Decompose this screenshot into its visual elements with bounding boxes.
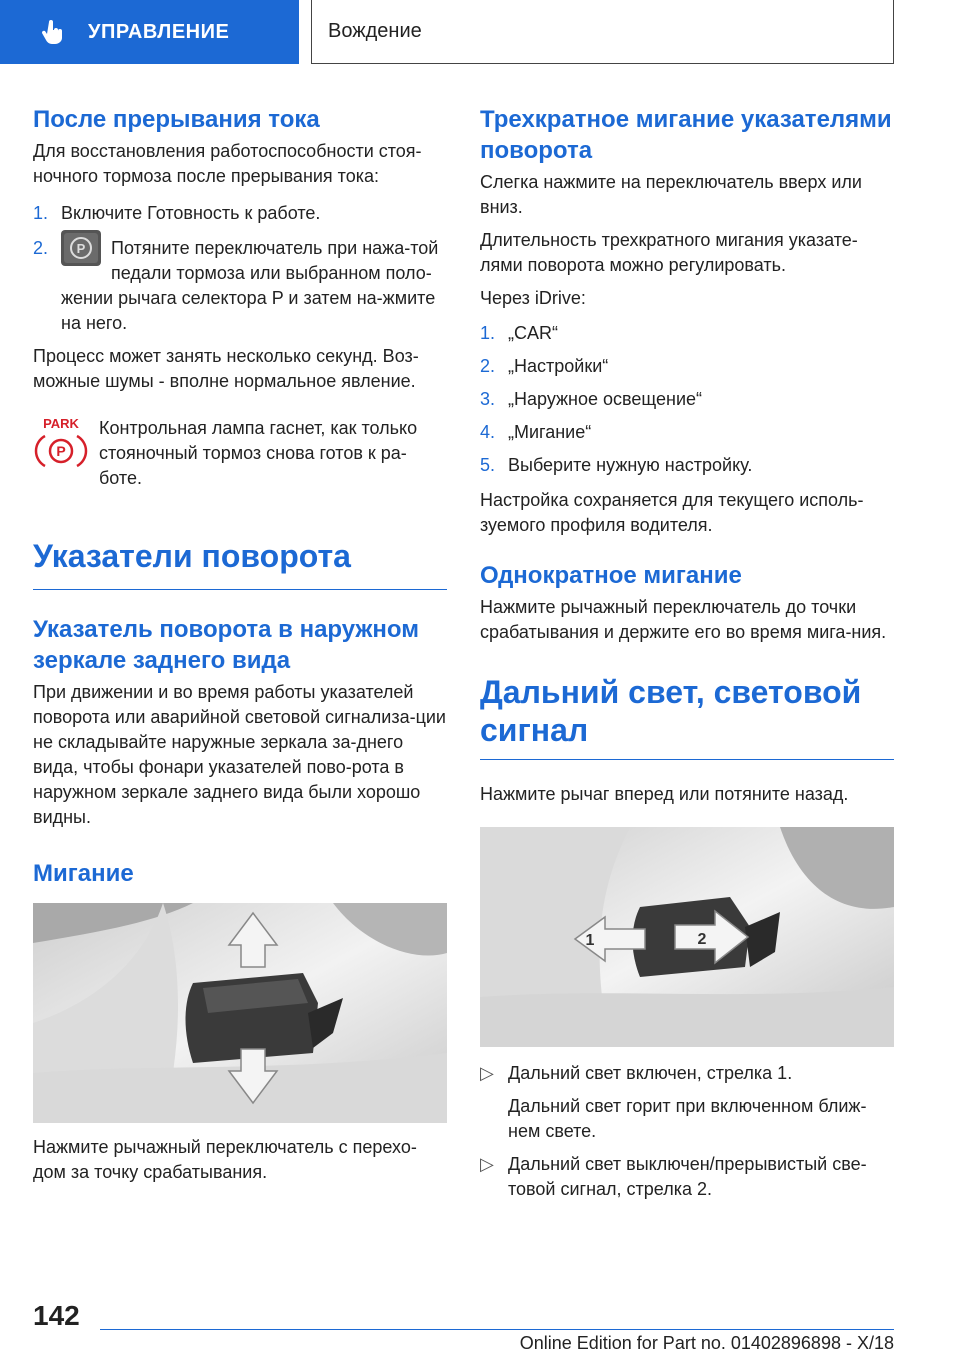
triple-flash-text-1: Слегка нажмите на переключатель вверх или вниз. [480,172,862,217]
bullet-heading: Дальний свет включен, стрелка 1. [508,1063,793,1083]
turn-signal-lever-photo [33,903,447,1123]
park-warning-lamp-icon [33,414,89,474]
high-beam-bullets [480,1061,894,1202]
header-chapter-box [311,0,894,64]
list-item [480,453,894,478]
step-item [33,201,447,226]
indicator-info-text: Контрольная лампа гаснет, как только стояночный тормоз снова готов к ра-боте. [99,418,418,488]
single-flash-heading: Однократное мигание [480,562,742,589]
lever-up-down-illustration [33,903,447,1123]
step-text: „CAR“ [508,323,558,343]
step-number: 4. [480,422,496,442]
bullet-heading: Дальний свет выключен/прерывистый све-товой сигнал, стрелка 2. [508,1154,867,1199]
hand-pointer-icon [40,19,66,45]
footer-edition: Online Edition for Part no. 01402896898 - X/18 [519,1333,894,1353]
list-item [480,1061,894,1144]
bullet-subtext: Дальний свет горит при включенном ближ-нем свете. [508,1096,867,1141]
high-beam-lever-photo [480,827,894,1047]
park-lamp-label: PARK [43,416,79,431]
step-number: 3. [480,389,496,409]
high-beam-text: Нажмите рычаг вперед или потяните назад. [480,784,849,804]
lever-forward-back-illustration [480,827,894,1047]
list-item [480,1152,894,1202]
power-interruption-intro: Для восстановления работоспособности стоя-ночного тормоза после прерывания тока: [33,141,422,186]
right-column [480,104,894,1202]
left-column [33,104,447,1185]
page-number: 142 [33,1300,80,1331]
single-flash-text: Нажмите рычажный переключатель до точки срабатывания и держите его во время мига-ния. [480,597,887,642]
step-number: 2. [480,356,496,376]
list-item [480,420,894,445]
flashing-heading: Мигание [33,860,134,887]
process-note: Процесс может занять несколько секунд. Воз-можные шумы - вполне нормальное явление. [33,346,419,391]
arrow-label-2: 2 [697,931,707,948]
section-divider [480,759,894,760]
step-text: „Настройки“ [508,356,609,376]
section-divider [33,589,447,590]
step-number: 1. [480,323,496,343]
flashing-caption: Нажмите рычажный переключатель с перехо-дом за точку срабатывания. [33,1137,417,1182]
step-number: 5. [480,455,496,475]
parking-brake-switch-icon [61,230,101,266]
park-lamp-symbol: P [56,443,66,459]
list-item [480,387,894,412]
arrow-label-1: 1 [585,932,595,949]
turn-signals-heading: Указатели поворота [33,538,351,574]
step-text: „Мигание“ [508,422,592,442]
header-section-tab [0,0,299,64]
step-text: „Наружное освещение“ [508,389,703,409]
step-number: 1. [33,203,49,223]
header-chapter-label: Вождение [328,20,422,42]
step-text: Включите Готовность к работе. [61,203,321,223]
mirror-indicator-heading: Указатель поворота в наружном зеркале заднего вида [33,616,420,674]
triple-flash-text-3: Через iDrive: [480,288,586,308]
idrive-steps-list [480,321,894,478]
step-text: Потяните переключатель при нажа-той педали тормоза или выбранном поло-жении рычага селектора P и затем на-жмите на него. [61,238,439,333]
list-item [480,321,894,346]
high-beam-heading: Дальний свет, световой сигнал [480,674,862,748]
triple-flash-text-4: Настройка сохраняется для текущего исполь-зуемого профиля водителя. [480,490,864,535]
power-interruption-heading: После прерывания тока [33,106,320,133]
step-text: Выберите нужную настройку. [508,455,753,475]
mirror-indicator-text: При движении и во время работы указателей поворота или аварийной световой сигнализа-ции не складывайте наружные зеркала за-днего вида, чтобы фонари указателей пово-рота в наружном зеркале заднего вида были хорошо видны. [33,682,446,827]
triangle-bullet-icon: ▷ [480,1154,494,1174]
triple-flash-text-2: Длительность трехкратного мигания указате-лями поворота можно регулировать. [480,230,858,275]
step-item [33,236,447,336]
triangle-bullet-icon: ▷ [480,1063,494,1083]
header-section-label: УПРАВЛЕНИЕ [88,20,230,43]
triple-flash-heading: Трехкратное мигание указателями поворота [480,106,892,164]
indicator-info-block [33,414,447,491]
list-item [480,354,894,379]
step-number: 2. [33,238,49,258]
svg-text:P: P [76,241,86,256]
footer-divider [100,1329,894,1330]
